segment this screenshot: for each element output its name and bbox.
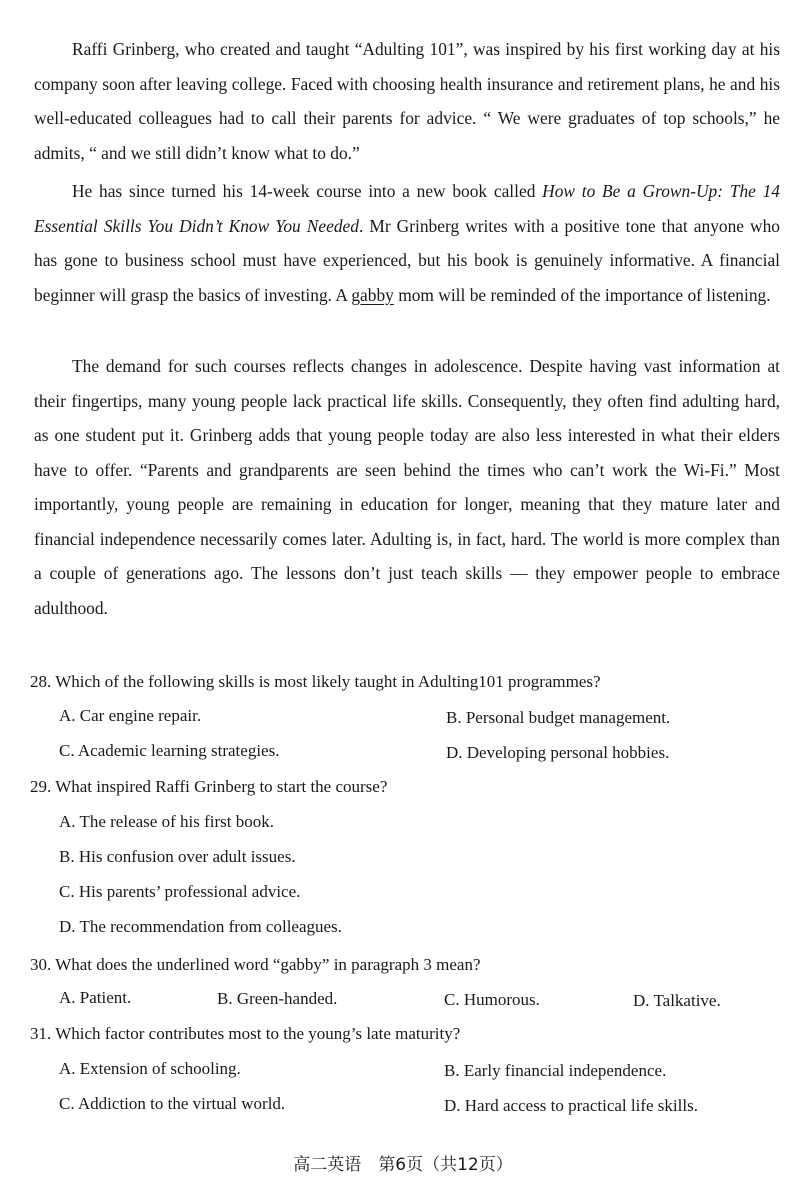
question-30-stem: 30. What does the underlined word “gabby” in paragraph 3 mean? [30,955,481,974]
passage-paragraph-3: The demand for such courses reflects changes in adolescence. Despite having vast information at their fingertips, many young people lack practical life skills. Consequently, they often find adulting hard, as one student put it. Grinberg adds that young people today are also less interested in what their elders have to offer. “Parents and grandparents are seen behind the times who can’t work the Wi-Fi.” Most importantly, young people are remaining in education for longer, meaning that they mature later and financial independence necessarily comes later. Adulting is, in fact, hard. The world is more complex than a couple of generations ago. The lessons don’t just teach skills — they empower people to embrace adulthood. [34,356,780,618]
passage-paragraph-1: Raffi Grinberg, who created and taught “Adulting 101”, was inspired by his first working day at his company soon after leaving college. Faced with choosing health insurance and retirement plans, he and his well-educated colleagues had to call their parents for advice. “ We were graduates of top schools,” he admits, “ and we still didn’t know what to do.” [34,39,780,163]
question-29-stem: 29. What inspired Raffi Grinberg to start the course? [30,777,388,796]
passage-paragraph-2 [34,174,780,312]
question-29-option-b: B. His confusion over adult issues. [59,847,296,866]
paragraph-2-text-b: . Mr Grinberg writes with a positive tone that anyone who has gone to business school must have experienced, but his book is genuinely informative. A financial beginner will grasp the basics of investing. A [34,215,781,305]
question-31-stem: 31. Which factor contributes most to the young’s late maturity? [30,1024,461,1043]
question-29-option-a: A. The release of his first book. [59,812,274,831]
question-30-option-c: C. Humorous. [444,990,540,1009]
book-title: How to Be a Grown-Up: The 14 Essential Skills You Didn’t Know You Needed [34,181,780,236]
question-31-option-d: D. Hard access to practical life skills. [444,1096,698,1115]
question-28-stem: 28. Which of the following skills is most likely taught in Adulting101 programmes? [30,672,601,691]
paragraph-2-text-c: mom will be reminded of the importance of listening. [393,284,771,305]
underlined-word: gabby [351,284,394,305]
page-footer: 高二英语 第6页（共12页） [293,1155,513,1175]
question-28-option-a: A. Car engine repair. [59,706,202,725]
question-28-option-c: C. Academic learning strategies. [59,741,280,760]
question-30-option-d: D. Talkative. [633,991,721,1010]
question-28-option-b: B. Personal budget management. [446,708,671,727]
question-30-option-a: A. Patient. [59,988,132,1007]
question-28-option-d: D. Developing personal hobbies. [446,743,670,762]
question-29-option-d: D. The recommendation from colleagues. [59,917,342,936]
question-29-option-c: C. His parents’ professional advice. [59,882,301,901]
paragraph-2-text-a: He has since turned his 14-week course into a new book called [72,181,543,201]
question-31-option-b: B. Early financial independence. [444,1061,667,1080]
question-30-option-b: B. Green-handed. [217,989,338,1008]
question-31-option-c: C. Addiction to the virtual world. [59,1094,286,1113]
question-31-option-a: A. Extension of schooling. [59,1059,241,1078]
